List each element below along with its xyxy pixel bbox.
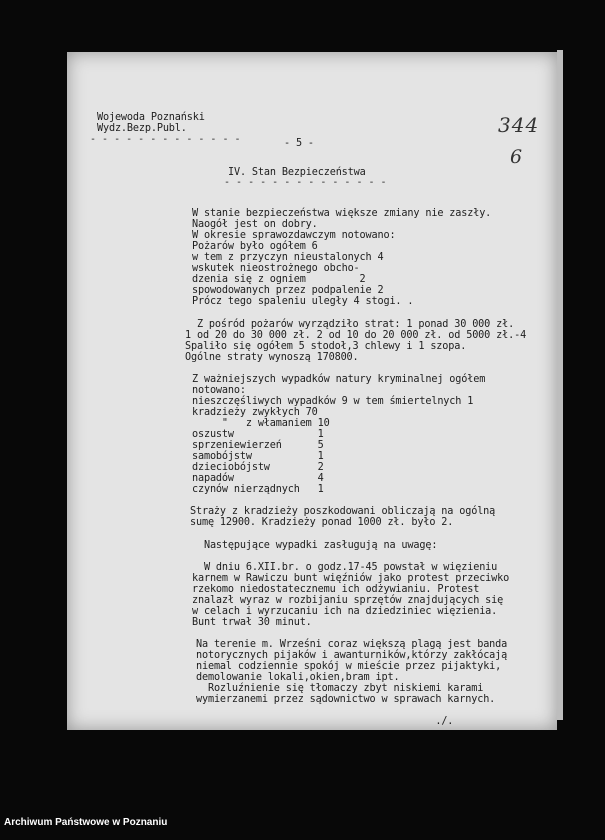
authority-line-1: Wojewoda Poznański [97,112,205,123]
body-line: Następujące wypadki zasługują na uwagę: [192,540,438,551]
archive-label: Archiwum Państwowe w Poznaniu [4,817,168,828]
body-line: karnem w Rawiczu bunt więźniów jako protest przeciwko [192,573,510,584]
body-line: sprzeniewierzeń 5 [192,440,324,451]
body-line: oszustw 1 [192,429,324,440]
body-line: Z ważniejszych wypadków natury kryminalnej ogółem [192,374,486,385]
document-page [67,52,557,730]
body-line: dzenia się z ogniem 2 [192,274,366,285]
section-title: IV. Stan Bezpieczeństwa [228,167,366,178]
body-line: notorycznych pijaków i awanturników,którzy zakłócają [196,650,508,661]
body-line: rzekomo niedostatecznemu ich odżywianiu. Protest [192,584,480,595]
body-line: Na terenie m. Wrześni coraz większą plagą jest banda [196,639,508,650]
body-line: kradzieży zwykłych 70 [192,407,318,418]
body-line: wymierzanemi przez sądownictwo w sprawach karnych. [196,694,496,705]
body-line: ./. [196,716,454,727]
paper-edge [557,50,563,720]
body-line: czynów nierządnych 1 [192,484,324,495]
body-line: w tem z przyczyn nieustalonych 4 [192,252,384,263]
body-line: znalazł wyraz w rozbijaniu sprzętów znajdujących się [192,595,504,606]
authority-line-2: Wydz.Bezp.Publ. [97,123,187,134]
body-line: demolowanie lokali,okien,bram ipt. [196,672,400,683]
body-line: Ogólne straty wynoszą 170800. [185,352,359,363]
body-line: W dniu 6.XII.br. o godz.17-45 powstał w więzieniu [192,562,498,573]
body-line: notowano: [192,385,246,396]
body-line: Rozluźnienie się tłomaczy zbyt niskiemi karami [196,683,484,694]
body-line: W okresie sprawozdawczym notowano: [192,230,396,241]
body-line: Straży z kradzieży poszkodowani obliczają na ogólną [190,506,496,517]
body-line: " z włamaniem 10 [192,418,330,429]
header-divider: - - - - - - - - - - - - - [90,134,241,145]
section-divider: - - - - - - - - - - - - - - [224,177,387,188]
body-line: W stanie bezpieczeństwa większe zmiany nie zaszły. [192,208,492,219]
body-line: spowodowanych przez podpalenie 2 [192,285,384,296]
body-line: sumę 12900. Kradzieży ponad 1000 zł. było 2. [190,517,454,528]
body-line: w celach i wyrzucaniu ich na dziedziniec więzienia. [192,606,498,617]
body-line: Bunt trwał 30 minut. [192,617,312,628]
body-line: Pożarów było ogółem 6 [192,241,318,252]
page-marker: - 5 - [284,138,314,149]
body-line: nieszczęśliwych wypadków 9 w tem śmiertelnych 1 [192,396,474,407]
archive-folio-sub: 6 [510,146,523,168]
body-line: 1 od 20 do 30 000 zł. 2 od 10 do 20 000 zł. od 5000 zł.-4 [185,330,527,341]
body-line: wskutek nieostrożnego obcho- [192,263,360,274]
body-line: Naogół jest on dobry. [192,219,318,230]
archive-folio-number: 344 [498,113,540,137]
body-line: Prócz tego spaleniu uległy 4 stogi. . [192,296,414,307]
body-line: napadów 4 [192,473,324,484]
body-line: niemal codziennie spokój w mieście przez pijaktyki, [196,661,502,672]
body-line: samobójstw 1 [192,451,324,462]
body-line: Spaliło się ogółem 5 stodoł,3 chlewy i 1 szopa. [185,341,467,352]
body-line: Z pośród pożarów wyrządziło strat: 1 ponad 30 000 zł. [185,319,515,330]
body-line: dzieciobójstw 2 [192,462,324,473]
